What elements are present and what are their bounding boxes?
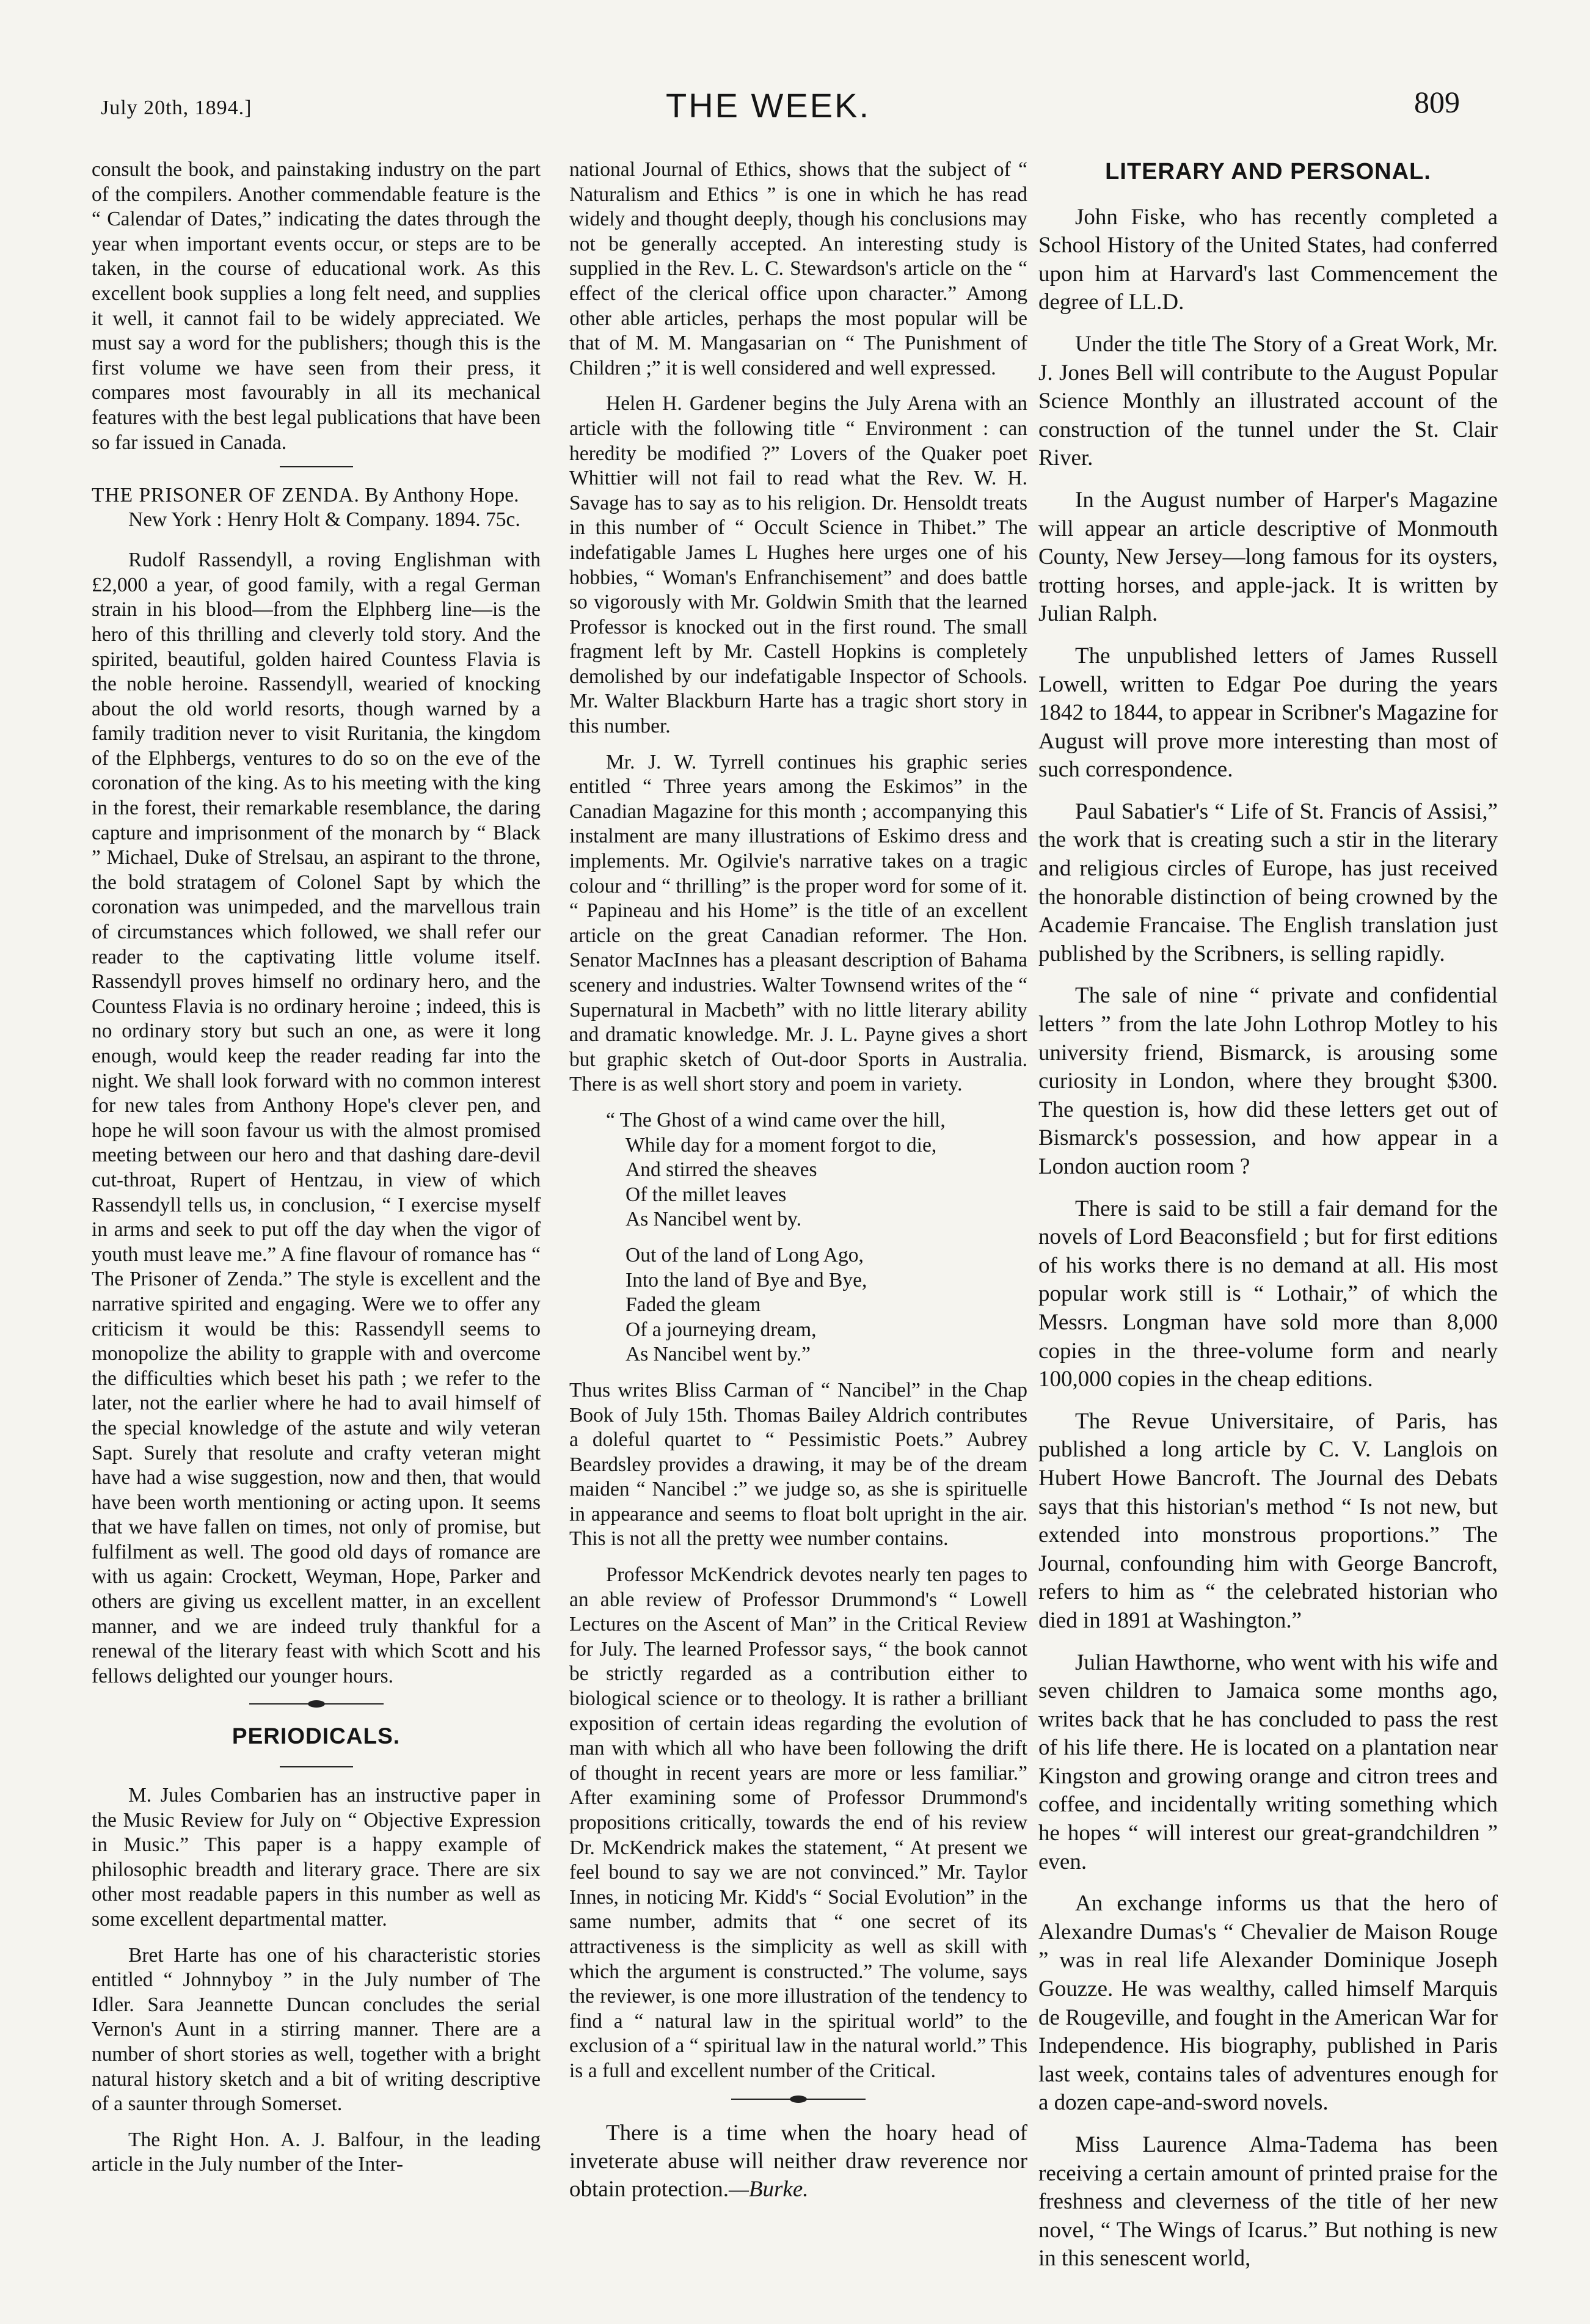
poem-line: And stirred the sheaves: [625, 1158, 817, 1182]
poem-stanza: [606, 1108, 1027, 1232]
paragraph: Thus writes Bliss Carman of “ Nancibel” in the Chap Book of July 15th. Thomas Bailey Aldrich contributes a doleful quartet to “ Pessimistic Poets.” Aubrey Beardsley provides a drawing, it may be of the dream maiden “ Nancibel :” we judge so, as she is spirituelle in appearance and seems to float bolt upright in the air. This is not all the pretty wee number contains.: [569, 1378, 1027, 1551]
column-left: [92, 158, 541, 2296]
paragraph: In the August number of Harper's Magazine will appear an article descriptive of Monmouth County, New Jersey—long famous for its oysters, trotting horses, and apple-jack. It is written by Julian Ralph.: [1038, 487, 1498, 627]
column-right: [1038, 158, 1498, 2296]
poem-line: Of the millet leaves: [625, 1183, 787, 1206]
issue-date: July 20th, 1894.]: [101, 97, 252, 119]
paragraph: Bret Harte has one of his characteristic stories entitled “ Johnnyboy ” in the July number of The Idler. Sara Jeannette Duncan concludes the serial Vernon's Aunt in a stirring manner. There are a number of short stories as well, together with a bright natural history sketch and a bit of writing descriptive of a saunter through Somerset.: [92, 1943, 541, 2116]
epigraph: [569, 2119, 1027, 2204]
paragraph: There is said to be still a fair demand for the novels of Lord Beaconsfield ; but for first editions of his works there is no demand at all. His most popular work still is “ Lothair,” of which the Messrs. Longman have sold more than 8,000 copies in the three-volume form and nearly 100,000 copies in the cheap editions.: [1038, 1196, 1498, 1392]
paragraph: consult the book, and painstaking industry on the part of the compilers. Another commendable feature is the “ Calendar of Dates,” indicating the dates through the year when important events occur, or steps are to be taken, in the course of educational work. As this excellent book supplies a long felt need, and supplies it well, it cannot fail to be widely appreciated. We must say a word for the publishers; though this is the first volume we have seen from their press, it compares most favourably in all its mechanical features with the best legal publications that have been so far issued in Canada.: [92, 158, 541, 454]
poem-line: As Nancibel went by.: [625, 1208, 802, 1231]
book-details: By Anthony Hope. New York : Henry Holt & Company. 1894. 75c.: [128, 484, 520, 532]
epigraph-attribution: —Burke.: [729, 2176, 809, 2202]
poem-line: Faded the gleam: [625, 1293, 761, 1317]
poem-stanza: [606, 1243, 1027, 1367]
book-review-heading: [92, 483, 541, 532]
paragraph: The Revue Universitaire, of Paris, has published a long article by C. V. Langlois on Hubert Howe Bancroft. The Journal des Debats says that this historian's method “ Is not new, but extended into monstrous proportions.” The Journal, confounding him with George Bancroft, refers to him as “ the celebrated historian who died in 1891 at Washington.”: [1038, 1408, 1498, 1633]
paragraph: Mr. J. W. Tyrrell continues his graphic series entitled “ Three years among the Eskimos” in the Canadian Magazine for this month ; accompanying this instalment are many illustrations of Eskimo dress and implements. Mr. Ogilvie's narrative takes on a tragic colour and “ thrilling” is the proper word for some of it. “ Papineau and his Home” is the title of an excellent article on the great Canadian reformer. The Hon. Senator MacInnes has a pleasant description of Bahama scenery and industries. Walter Townsend writes of the “ Supernatural in Macbeth” with no little literary ability and dramatic knowledge. Mr. J. L. Payne gives a short but graphic sketch of Out-door Sports in Australia. There is as well short story and poem in variety.: [569, 750, 1027, 1096]
divider: [280, 1766, 353, 1767]
paragraph: John Fiske, who has recently completed a School History of the United States, had conferred upon him at Harvard's last Commencement the degree of LL.D.: [1038, 204, 1498, 315]
book-title: THE PRISONER OF ZENDA.: [92, 484, 360, 507]
paragraph: Miss Laurence Alma-Tadema has been receiving a certain amount of printed praise for the freshness and cleverness of the title of her new novel, “ The Wings of Icarus.” But nothing is new in this senescent world,: [1038, 2132, 1498, 2271]
ornamental-divider: [731, 2095, 866, 2103]
divider: [280, 466, 353, 467]
book-review-text: Rudolf Rassendyll, a roving Englishman with £2,000 a year, of good family, with a regal German strain in his blood—from the Elphberg line—is the hero of this thrilling and cleverly told story. And the spirited, beautiful, golden haired Countess Flavia is the noble heroine. Rassendyll, wearied of knocking about the old world resorts, though warned by a family tradition never to visit Ruritania, the kingdom of the Elphbergs, ventures to do so on the eve of the coronation of the king. As to his meeting with the king in the forest, their remarkable resemblance, the daring capture and imprisonment of the monarch by “ Black ” Michael, Duke of Strelsau, an aspirant to the throne, the bold stratagem of Colonel Sapt by which the coronation was unimpeded, and the marvellous train of circumstances which followed, we shall refer our reader to the captivating little volume itself. Rassendyll proves himself no ordinary hero, and the Countess Flavia is no ordinary heroine ; indeed, this is no ordinary story but such an one, as were it long enough, would keep the reader reading far into the night. We shall look forward with no common interest for new tales from Anthony Hope's clever pen, and hope he will soon favour us with the almost promised meeting between our hero and that dashing dare-devil cut-throat, Rupert of Hentzau, in view of which Rassendyll tells us, in conclusion, “ I exercise myself in arms and seek to put off the day when the vigor of youth must leave me.” A fine flavour of romance has “ The Prisoner of Zenda.” The style is excellent and the narrative spirited and engaging. Were we to offer any criticism it would be this: Rassendyll seems to monopolize the ability to grapple with and overcome the difficulties which beset his path ; we refer to the later, not the earlier where he had to avail himself of the special knowledge of the astute and wily veteran Sapt. Surely that resolute and crafty veteran might have had a wise suggestion, now and then, that would have been worth mentioning or acting upon. It seems that we have fallen on times, not only of promise, but fulfilment as well. The good old days of romance are with us again: Crockett, Weyman, Hope, Parker and others are giving us excellent matter, in an excellent manner, and we are indeed truly thankful for a renewal of the literary feast with which Scott and his fellows delighted our younger hours.: [92, 549, 541, 1687]
poem-line: Out of the land of Long Ago,: [625, 1243, 864, 1266]
paragraph: Helen H. Gardener begins the July Arena with an article with the following title “ Environment : can heredity be modified ?” Lovers of the Quaker poet Whittier will not fail to read what the Rev. W. H. Savage has to say as to his religion. Dr. Hensoldt treats in this number of “ Occult Science in Thibet.” The indefatigable James L Hughes here urges one of his hobbies, “ Woman's Enfranchisement” and does battle so vigorously with Mr. Goldwin Smith that the learned Professor is knocked out in the first round. The small fragment left by Mr. Castell Hopkins is completely demolished by our indefatigable Inspector of Schools. Mr. Walter Blackburn Harte has a tragic short story in this number.: [569, 392, 1027, 738]
publication-title: THE WEEK.: [666, 86, 871, 125]
paragraph: Under the title The Story of a Great Work, Mr. J. Jones Bell will contribute to the August Popular Science Monthly an illustrated account of the construction of the tunnel under the St. Clair River.: [1038, 331, 1498, 471]
section-heading-periodicals: PERIODICALS.: [232, 1723, 401, 1749]
paragraph: Julian Hawthorne, who went with his wife and seven children to Jamaica some months ago, writes back that he has concluded to pass the rest of his life there. He is located on a plantation near Kingston and growing orange and citron trees and coffee, and incidentally writing something which he hopes “ will interest our great-grandchildren ” even.: [1038, 1650, 1498, 1874]
section-heading-literary-personal: LITERARY AND PERSONAL.: [1105, 159, 1431, 185]
paragraph: An exchange informs us that the hero of Alexandre Dumas's “ Chevalier de Maison Rouge ” was in real life Alexander Dominique Joseph Gouzze. He was wealthy, called himself Marquis de Rougeville, and fought in the American War for Independence. His biography, published in Paris last week, contains tales of adventures enough for a dozen cape-and-sword novels.: [1038, 1891, 1498, 2116]
paragraph: national Journal of Ethics, shows that the subject of “ Naturalism and Ethics ” is one in which he has read widely and thought deeply, though his conclusions may not be generally accepted. An interesting study is supplied in the Rev. L. C. Stewardson's article on the “ effect of the clerical office upon character.” Among other able articles, perhaps the most popular will be that of M. M. Mangasarian on “ The Punishment of Children ;” it is well considered and well expressed.: [569, 158, 1027, 379]
ornamental-divider: [249, 1700, 384, 1708]
poem-line: As Nancibel went by.”: [625, 1343, 811, 1366]
poem-line: “ The Ghost of a wind came over the hill,: [606, 1108, 946, 1131]
paragraph: Professor McKendrick devotes nearly ten pages to an able review of Professor Drummond's “ Lowell Lectures on the Ascent of Man” in the Critical Review for July. The learned Professor says, “ the book cannot be strictly regarded as a contribution either to biological science or to theology. It is rather a brilliant exposition of certain ideas regarding the evolution of man with which all who have been following the drift of thought in recent years are more or less familiar.” After examining some of Professor Drummond's propositions critically, towards the end of his review Dr. McKendrick makes the statement, “ At present we feel bound to say we are not convinced.” Mr. Taylor Innes, in noticing Mr. Kidd's “ Social Evolution” in the same number, admits that “ one secret of its attractiveness is the simplicity as well as skill with which the argument is constructed.” The volume, says the reviewer, is one more illustration of the tendency to find a “ natural law in the spiritual world” to the exclusion of a “ spiritual law in the natural world.” This is a full and excellent number of the Critical.: [569, 1563, 1027, 2082]
column-middle: [569, 158, 1027, 2296]
paragraph: The sale of nine “ private and confidential letters ” from the late John Lothrop Motley to his university friend, Bismarck, is arousing some curiosity in London, where they brought $300. The question is, how did these letters get out of Bismarck's possession, and how appear in a London auction room ?: [1038, 983, 1498, 1179]
poem-line: While day for a moment forgot to die,: [625, 1133, 937, 1157]
page-header: [0, 0, 1590, 141]
poem-line: Into the land of Bye and Bye,: [625, 1268, 867, 1292]
paragraph: The Right Hon. A. J. Balfour, in the leading article in the July number of the Inter-: [92, 2128, 541, 2176]
paragraph: Paul Sabatier's “ Life of St. Francis of Assisi,” the work that is creating such a stir in the literary and religious circles of Europe, has just received the honorable distinction of being crowned by the Academie Francaise. The English translation just published by the Scribners, is selling rapidly.: [1038, 798, 1498, 967]
poem-line: Of a journeying dream,: [625, 1318, 817, 1341]
paragraph: The unpublished letters of James Russell Lowell, written to Edgar Poe during the years 1842 to 1844, to appear in Scribner's Magazine for August will prove more interesting than most of such correspondence.: [1038, 643, 1498, 783]
paragraph: M. Jules Combarien has an instructive paper in the Music Review for July on “ Objective Expression in Music.” This paper is a happy example of philosophic breadth and literary grace. There are six other most readable papers in this number as well as some excellent departmental matter.: [92, 1784, 541, 1931]
page-number: 809: [1414, 85, 1460, 119]
epigraph-text: There is a time when the hoary head of inveterate abuse will neither draw reverence nor obtain protection.: [569, 2120, 1027, 2202]
poem: [606, 1108, 1027, 1367]
